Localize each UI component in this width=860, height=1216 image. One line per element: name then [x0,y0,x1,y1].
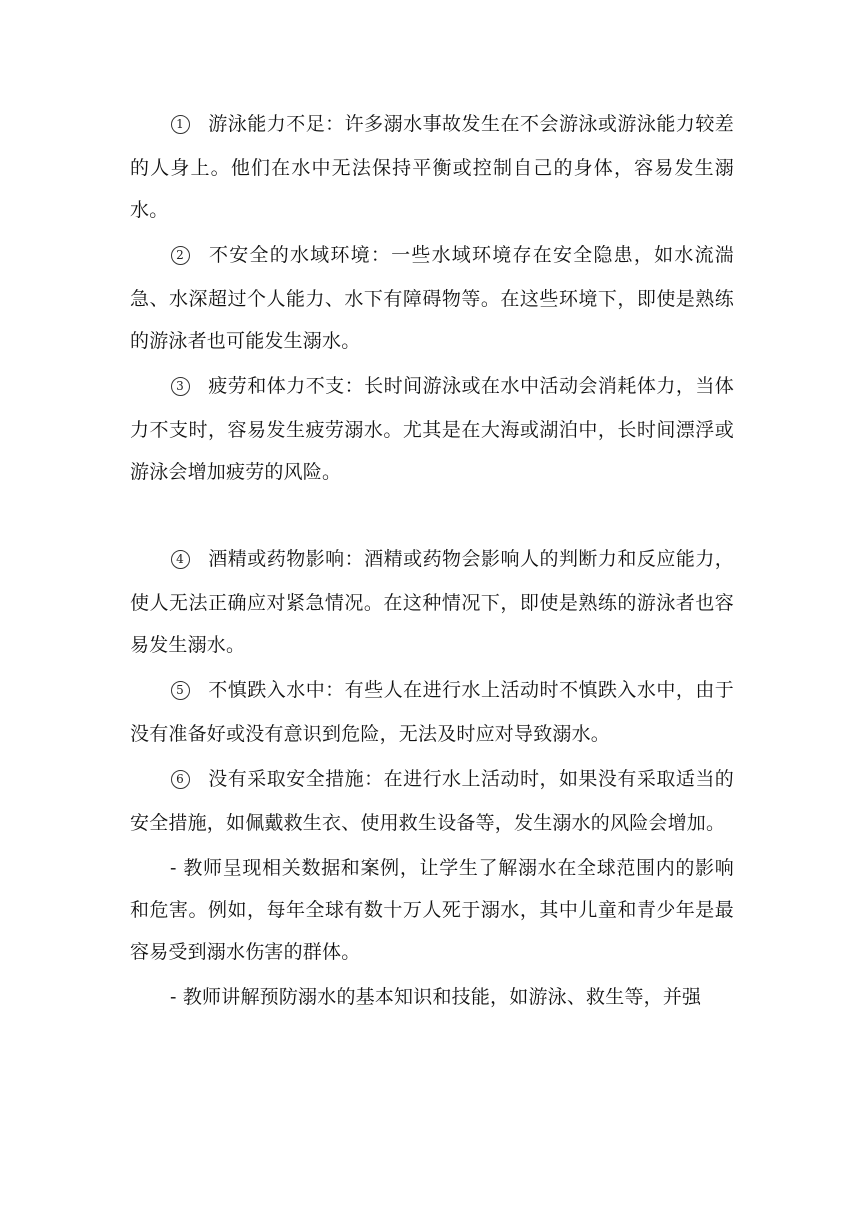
list-item-4 [130,538,734,666]
item-text: 游泳能力不足：许多溺水事故发生在不会游泳或游泳能力较差的人身上。他们在水中无法保持平衡或控制自己的身体，容易发生溺水。 [130,113,734,221]
item-number: 6 [170,760,190,802]
item-text: 疲劳和体力不支：长时间游泳或在水中活动会消耗体力，当体力不支时，容易发生疲劳溺水。尤其是在大海或湖泊中，长时间漂浮或游泳会增加疲劳的风险。 [130,375,734,483]
bullet-paragraph-2: - 教师讲解预防溺水的基本知识和技能，如游泳、救生等，并强 [170,986,702,1008]
item-text: 不安全的水域环境：一些水域环境存在安全隐患，如水流湍急、水深超过个人能力、水下有障碍物等。在这些环境下，即使是熟练的游泳者也可能发生溺水。 [130,244,734,352]
list-item-2 [130,234,734,362]
item-number: 3 [170,367,190,409]
list-item-5 [130,669,734,755]
bullet-paragraph-1: - 教师呈现相关数据和案例，让学生了解溺水在全球范围内的影响和危害。例如，每年全球有数十万人死于溺水，其中儿童和青少年是最容易受到溺水伤害的群体。 [130,857,734,963]
list-item-1 [130,103,734,231]
item-text: 不慎跌入水中：有些人在进行水上活动时不慎跌入水中，由于没有准备好或没有意识到危险，无法及时应对导致溺水。 [130,679,734,745]
item-number: 2 [170,236,190,278]
item-text: 没有采取安全措施：在进行水上活动时，如果没有采取适当的安全措施，如佩戴救生衣、使用救生设备等，发生溺水的风险会增加。 [130,768,734,834]
paragraph-gap [130,496,734,538]
list-item-6 [130,758,734,844]
item-text: 酒精或药物影响：酒精或药物会影响人的判断力和反应能力，使人无法正确应对紧急情况。在这种情况下，即使是熟练的游泳者也容易发生溺水。 [130,548,734,656]
item-number: 1 [170,105,190,147]
item-number: 4 [170,540,190,582]
list-item-3 [130,365,734,493]
item-number: 5 [170,671,190,713]
